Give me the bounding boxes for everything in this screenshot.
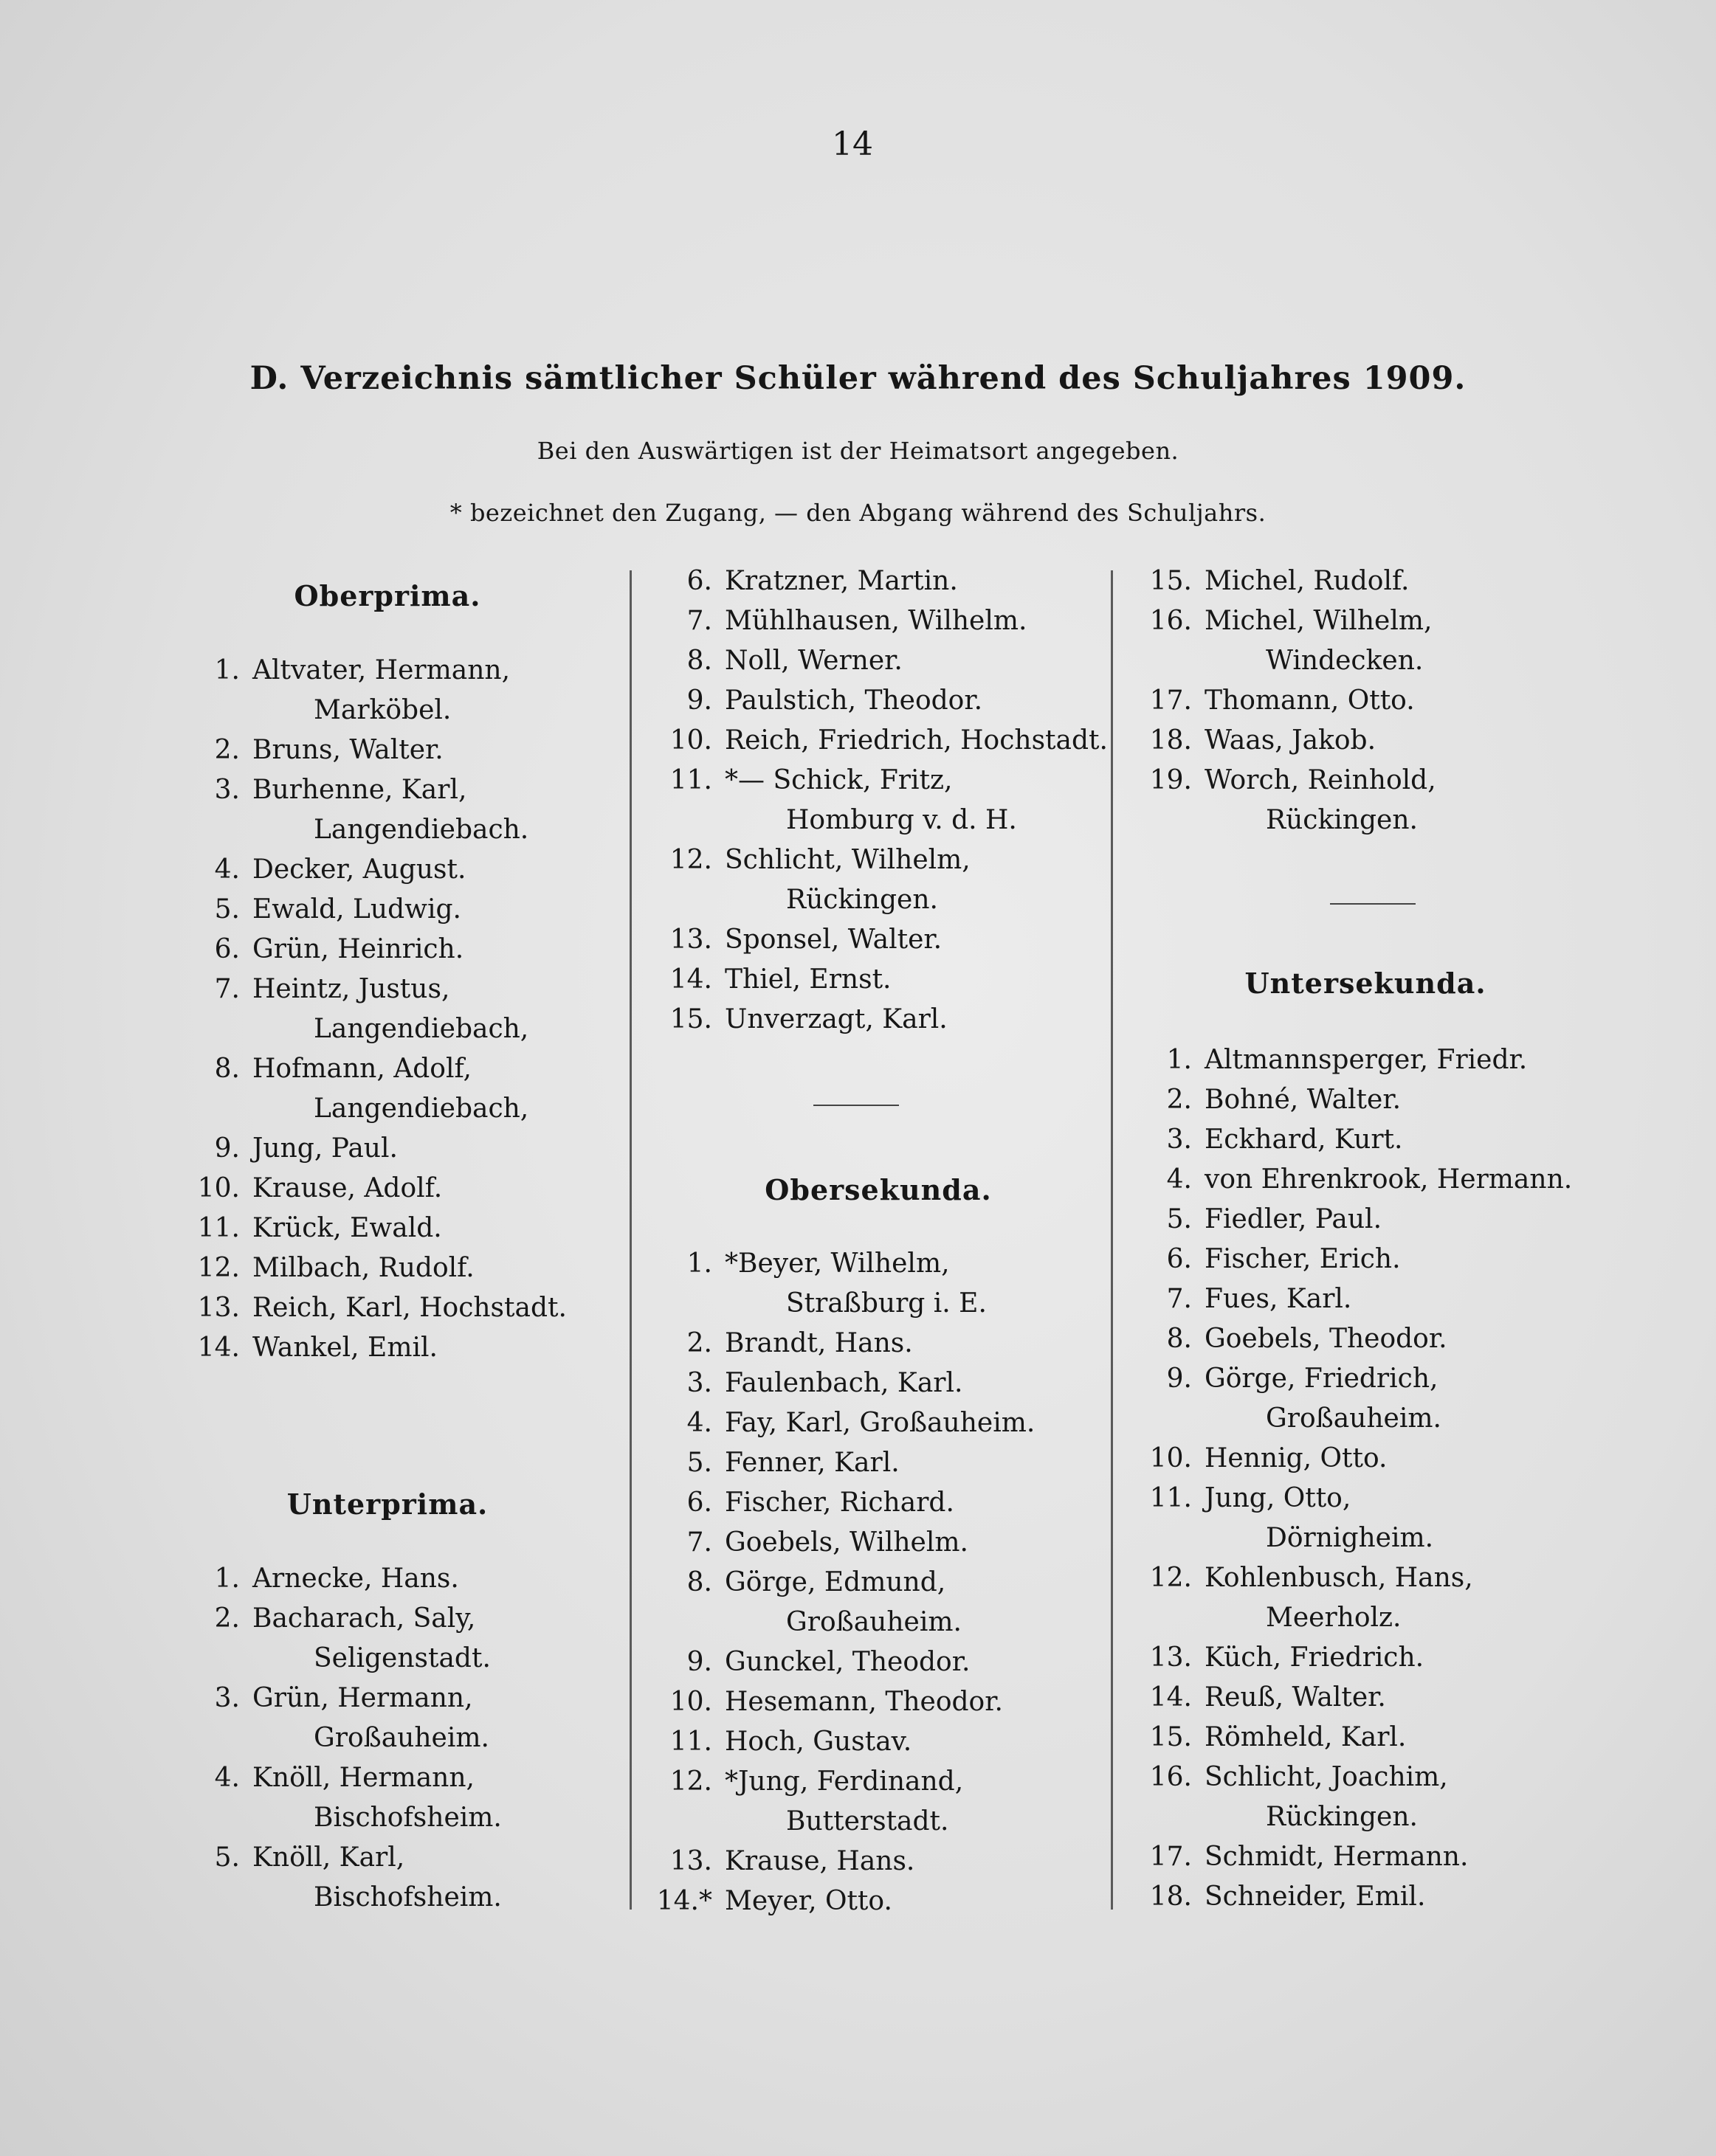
home-town: Bischofsheim. — [314, 1882, 502, 1913]
student-entry — [170, 1328, 605, 1368]
entry-number: 13. — [197, 1293, 240, 1323]
entry-number: 1. — [214, 655, 240, 685]
student-name: Römheld, Karl. — [1205, 1722, 1407, 1752]
student-entry — [1122, 1120, 1609, 1160]
student-entry — [642, 1842, 1114, 1882]
entry-number: 7. — [1166, 1284, 1192, 1314]
entry-number: 15. — [669, 1004, 712, 1034]
student-entry — [170, 1559, 605, 1599]
student-name: Meyer, Otto. — [725, 1886, 892, 1916]
student-entry — [170, 890, 605, 930]
student-entry-continuation — [642, 801, 1114, 840]
entry-number: 10. — [1149, 1443, 1192, 1473]
student-name: Fischer, Erich. — [1205, 1244, 1401, 1274]
entry-number: 7. — [214, 974, 240, 1004]
student-entry-continuation — [642, 880, 1114, 920]
student-entry — [170, 651, 605, 691]
student-entry — [170, 1679, 605, 1718]
entry-number: 2. — [1166, 1085, 1192, 1115]
student-name: Michel, Rudolf. — [1205, 566, 1410, 596]
student-entry — [170, 770, 605, 810]
entry-number: 16. — [1149, 1762, 1192, 1792]
student-entry-continuation — [642, 1284, 1114, 1324]
student-entry — [642, 1403, 1114, 1443]
student-entry — [642, 1523, 1114, 1563]
student-entry — [1122, 1040, 1609, 1080]
entry-number: 9. — [686, 1647, 712, 1677]
entry-number: 5. — [1166, 1204, 1192, 1234]
section-separator — [1330, 903, 1416, 905]
entry-number: 12. — [669, 1766, 712, 1797]
student-name: Burhenne, Karl, — [252, 775, 467, 805]
student-entry — [1122, 1837, 1609, 1877]
student-entry-continuation — [1122, 1797, 1609, 1837]
student-name: Jung, Otto, — [1205, 1483, 1351, 1513]
student-entry — [170, 930, 605, 970]
student-entry — [642, 1882, 1114, 1921]
student-entry-continuation — [170, 1639, 605, 1679]
student-name: Görge, Edmund, — [725, 1567, 946, 1597]
student-entry — [170, 1209, 605, 1248]
section-title-untersekunda: Untersekunda. — [1244, 967, 1486, 1000]
student-entry — [170, 730, 605, 770]
entry-number: 4. — [214, 854, 240, 885]
note-symbols: * bezeichnet den Zugang, — den Abgang während des Schuljahrs. — [449, 499, 1267, 527]
student-entry — [1122, 1080, 1609, 1120]
student-entry-continuation — [170, 1878, 605, 1918]
student-name: Krück, Ewald. — [252, 1213, 442, 1243]
entry-number: 8. — [214, 1054, 240, 1084]
student-entry-continuation — [170, 1798, 605, 1838]
student-entry — [1122, 1200, 1609, 1240]
entry-number: 2. — [214, 1603, 240, 1634]
entry-number: 7. — [686, 1527, 712, 1558]
student-entry — [1122, 601, 1609, 641]
entry-number: 8. — [686, 1567, 712, 1597]
student-name: Knöll, Karl, — [252, 1842, 405, 1873]
student-entry — [642, 1642, 1114, 1682]
student-name: Goebels, Wilhelm. — [725, 1527, 968, 1558]
student-entry — [1122, 1718, 1609, 1758]
student-entry — [642, 840, 1114, 880]
student-name: Fues, Karl. — [1205, 1284, 1352, 1314]
student-entry — [170, 970, 605, 1009]
student-entry — [642, 601, 1114, 641]
student-entry — [642, 1244, 1114, 1284]
student-name: Altmannsperger, Friedr. — [1205, 1045, 1528, 1075]
student-entry — [170, 1599, 605, 1639]
student-name: Brandt, Hans. — [725, 1328, 913, 1358]
student-name: Fischer, Richard. — [725, 1488, 954, 1518]
student-name: *Beyer, Wilhelm, — [725, 1248, 950, 1279]
entry-number: 16. — [1149, 606, 1192, 636]
student-entry — [642, 920, 1114, 960]
student-name: Arnecke, Hans. — [252, 1564, 459, 1594]
entry-number: 9. — [1166, 1364, 1192, 1394]
student-entry — [642, 1722, 1114, 1762]
student-entry-continuation — [1122, 641, 1609, 681]
entry-number: 6. — [686, 1488, 712, 1518]
student-entry — [1122, 562, 1609, 601]
student-entry — [642, 562, 1114, 601]
student-entry-continuation — [1122, 801, 1609, 840]
student-entry — [1122, 1678, 1609, 1718]
home-town: Rückingen. — [1266, 1802, 1418, 1832]
student-entry — [1122, 1758, 1609, 1797]
student-name: Mühlhausen, Wilhelm. — [725, 606, 1027, 636]
student-name: Eckhard, Kurt. — [1205, 1124, 1403, 1155]
entry-number: 11. — [1149, 1483, 1192, 1513]
student-name: Fenner, Karl. — [725, 1448, 900, 1478]
student-name: Decker, August. — [252, 854, 466, 885]
student-name: Grün, Heinrich. — [252, 934, 464, 964]
entry-number: 13. — [669, 925, 712, 955]
section-title-obersekunda: Obersekunda. — [765, 1173, 992, 1206]
entry-number: 19. — [1149, 765, 1192, 795]
student-entry-continuation — [1122, 1399, 1609, 1439]
student-entry — [1122, 1240, 1609, 1279]
home-town: Straßburg i. E. — [786, 1288, 987, 1319]
home-town: Windecken. — [1266, 646, 1424, 676]
student-name: Schlicht, Wilhelm, — [725, 845, 971, 875]
student-name: *Jung, Ferdinand, — [725, 1766, 964, 1797]
student-entry — [1122, 1359, 1609, 1399]
section-title-oberprima: Oberprima. — [294, 579, 481, 612]
entry-number: 1. — [214, 1564, 240, 1594]
entry-number: 4. — [1166, 1164, 1192, 1195]
student-entry — [1122, 1558, 1609, 1598]
entry-number: 10. — [197, 1173, 240, 1203]
home-town: Langendiebach, — [314, 1014, 529, 1044]
student-entry — [642, 641, 1114, 681]
entry-number: 3. — [214, 1683, 240, 1713]
entry-number: 11. — [197, 1213, 240, 1243]
entry-number: 2. — [686, 1328, 712, 1358]
entry-number: 3. — [686, 1368, 712, 1398]
home-town: Langendiebach, — [314, 1093, 529, 1124]
entry-number: 11. — [669, 765, 712, 795]
student-entry — [170, 1049, 605, 1089]
entry-number: 18. — [1149, 725, 1192, 756]
student-entry-continuation — [1122, 1598, 1609, 1638]
student-name: Jung, Paul. — [252, 1133, 398, 1164]
entry-number: 1. — [686, 1248, 712, 1279]
entry-number: 8. — [686, 646, 712, 676]
entry-number: 15. — [1149, 1722, 1192, 1752]
student-name: Kohlenbusch, Hans, — [1205, 1563, 1473, 1593]
entry-number: 5. — [214, 894, 240, 925]
home-town: Langendiebach. — [314, 815, 529, 845]
student-name: Thiel, Ernst. — [725, 964, 892, 995]
home-town: Dörnigheim. — [1266, 1523, 1434, 1553]
student-entry — [1122, 1319, 1609, 1359]
student-name: Krause, Adolf. — [252, 1173, 443, 1203]
student-name: Altvater, Hermann, — [252, 655, 511, 685]
student-name: Paulstich, Theodor. — [725, 685, 983, 716]
student-name: Milbach, Rudolf. — [252, 1253, 475, 1283]
student-entry — [642, 1762, 1114, 1802]
student-entry — [170, 1129, 605, 1169]
student-entry — [1122, 681, 1609, 721]
entry-number: 15. — [1149, 566, 1192, 596]
student-name: *— Schick, Fritz, — [725, 765, 953, 795]
page-heading: D. Verzeichnis sämtlicher Schüler während des Schuljahres 1909. — [249, 360, 1467, 397]
student-name: Küch, Friedrich. — [1205, 1642, 1424, 1673]
student-name: Reuß, Walter. — [1205, 1682, 1386, 1713]
entry-number: 1. — [1166, 1045, 1192, 1075]
note-home-town: Bei den Auswärtigen ist der Heimatsort angegeben. — [537, 437, 1179, 465]
student-entry — [170, 850, 605, 890]
entry-number: 7. — [686, 606, 712, 636]
entry-number: 6. — [214, 934, 240, 964]
home-town: Butterstadt. — [786, 1806, 949, 1837]
column-rule-left — [630, 570, 632, 1910]
student-name: Sponsel, Walter. — [725, 925, 943, 955]
entry-number: 9. — [214, 1133, 240, 1164]
student-entry — [170, 1838, 605, 1878]
student-entry — [1122, 1279, 1609, 1319]
entry-number: 14. — [1149, 1682, 1192, 1713]
entry-number: 14. — [197, 1333, 240, 1363]
student-entry — [642, 1682, 1114, 1722]
student-name: Faulenbach, Karl. — [725, 1368, 963, 1398]
student-entry — [642, 1563, 1114, 1603]
student-entry — [1122, 1479, 1609, 1518]
student-name: Fiedler, Paul. — [1205, 1204, 1382, 1234]
student-entry — [1122, 721, 1609, 761]
home-town: Rückingen. — [786, 885, 938, 915]
student-entry-continuation — [642, 1603, 1114, 1642]
student-name: Bacharach, Saly, — [252, 1603, 476, 1634]
student-entry — [642, 721, 1114, 761]
student-name: Noll, Werner. — [725, 646, 903, 676]
student-entry — [1122, 1877, 1609, 1917]
student-name: Gunckel, Theodor. — [725, 1647, 971, 1677]
student-entry — [642, 1364, 1114, 1403]
entry-number: 17. — [1149, 1842, 1192, 1872]
entry-number: 3. — [214, 775, 240, 805]
student-name: Heintz, Justus, — [252, 974, 450, 1004]
student-name: Hennig, Otto. — [1205, 1443, 1388, 1473]
student-name: Bruns, Walter. — [252, 735, 444, 765]
home-town: Rückingen. — [1266, 805, 1418, 835]
page-number: 14 — [832, 125, 873, 163]
student-name: Fay, Karl, Großauheim. — [725, 1408, 1036, 1438]
student-entry — [642, 761, 1114, 801]
home-town: Großauheim. — [786, 1607, 962, 1637]
section-title-unterprima: Unterprima. — [286, 1488, 489, 1521]
student-name: Kratzner, Martin. — [725, 566, 958, 596]
student-entry — [170, 1169, 605, 1209]
student-name: Waas, Jakob. — [1205, 725, 1376, 756]
entry-number: 4. — [214, 1763, 240, 1793]
entry-number: 18. — [1149, 1882, 1192, 1912]
home-town: Großauheim. — [1266, 1403, 1441, 1434]
student-name: Schneider, Emil. — [1205, 1882, 1426, 1912]
entry-number: 11. — [669, 1727, 712, 1757]
home-town: Bischofsheim. — [314, 1803, 502, 1833]
entry-number: 10. — [669, 725, 712, 756]
entry-number: 9. — [686, 685, 712, 716]
home-town: Homburg v. d. H. — [786, 805, 1017, 835]
entry-number: 13. — [1149, 1642, 1192, 1673]
entry-number: 5. — [686, 1448, 712, 1478]
student-name: Hoch, Gustav. — [725, 1727, 912, 1757]
student-name: Ewald, Ludwig. — [252, 894, 461, 925]
student-entry-continuation — [170, 1009, 605, 1049]
student-name: Wankel, Emil. — [252, 1333, 438, 1363]
home-town: Marköbel. — [314, 695, 452, 725]
student-entry — [170, 1758, 605, 1798]
student-name: Reich, Friedrich, Hochstadt. — [725, 725, 1108, 756]
student-name: Schmidt, Hermann. — [1205, 1842, 1469, 1872]
student-name: Thomann, Otto. — [1205, 685, 1415, 716]
entry-number: 6. — [1166, 1244, 1192, 1274]
student-entry — [170, 1248, 605, 1288]
section-separator — [813, 1105, 899, 1106]
student-entry-continuation — [1122, 1518, 1609, 1558]
student-name: Unverzagt, Karl. — [725, 1004, 948, 1034]
entry-number: 5. — [214, 1842, 240, 1873]
student-name: Hesemann, Theodor. — [725, 1687, 1003, 1717]
student-entry-continuation — [170, 810, 605, 850]
student-entry-continuation — [170, 1089, 605, 1129]
entry-number: 12. — [669, 845, 712, 875]
student-entry-continuation — [170, 1718, 605, 1758]
student-name: von Ehrenkrook, Hermann. — [1205, 1164, 1573, 1195]
entry-number: 10. — [669, 1687, 712, 1717]
student-entry — [1122, 1638, 1609, 1678]
entry-number: 3. — [1166, 1124, 1192, 1155]
entry-number: 8. — [1166, 1324, 1192, 1354]
entry-number: 13. — [669, 1846, 712, 1876]
student-name: Goebels, Theodor. — [1205, 1324, 1447, 1354]
student-entry — [1122, 761, 1609, 801]
entry-number: 17. — [1149, 685, 1192, 716]
student-name: Reich, Karl, Hochstadt. — [252, 1293, 567, 1323]
student-name: Görge, Friedrich, — [1205, 1364, 1438, 1394]
student-entry — [1122, 1439, 1609, 1479]
entry-number: 12. — [197, 1253, 240, 1283]
entry-number: 14.* — [656, 1886, 712, 1916]
entry-number: 12. — [1149, 1563, 1192, 1593]
entry-number: 2. — [214, 735, 240, 765]
student-entry — [642, 1483, 1114, 1523]
student-entry-continuation — [642, 1802, 1114, 1842]
student-name: Michel, Wilhelm, — [1205, 606, 1433, 636]
student-entry — [642, 1000, 1114, 1040]
student-entry — [642, 681, 1114, 721]
student-name: Knöll, Hermann, — [252, 1763, 475, 1793]
student-entry — [170, 1288, 605, 1328]
home-town: Seligenstadt. — [314, 1643, 491, 1673]
student-name: Bohné, Walter. — [1205, 1085, 1402, 1115]
student-entry — [642, 1443, 1114, 1483]
home-town: Meerholz. — [1266, 1603, 1402, 1633]
entry-number: 14. — [669, 964, 712, 995]
student-entry — [642, 960, 1114, 1000]
student-name: Hofmann, Adolf, — [252, 1054, 472, 1084]
student-entry — [1122, 1160, 1609, 1200]
student-name: Krause, Hans. — [725, 1846, 915, 1876]
entry-number: 6. — [686, 566, 712, 596]
home-town: Großauheim. — [314, 1723, 489, 1753]
student-entry-continuation — [170, 691, 605, 730]
student-name: Schlicht, Joachim, — [1205, 1762, 1448, 1792]
student-entry — [642, 1324, 1114, 1364]
entry-number: 4. — [686, 1408, 712, 1438]
student-name: Grün, Hermann, — [252, 1683, 473, 1713]
student-name: Worch, Reinhold, — [1205, 765, 1436, 795]
